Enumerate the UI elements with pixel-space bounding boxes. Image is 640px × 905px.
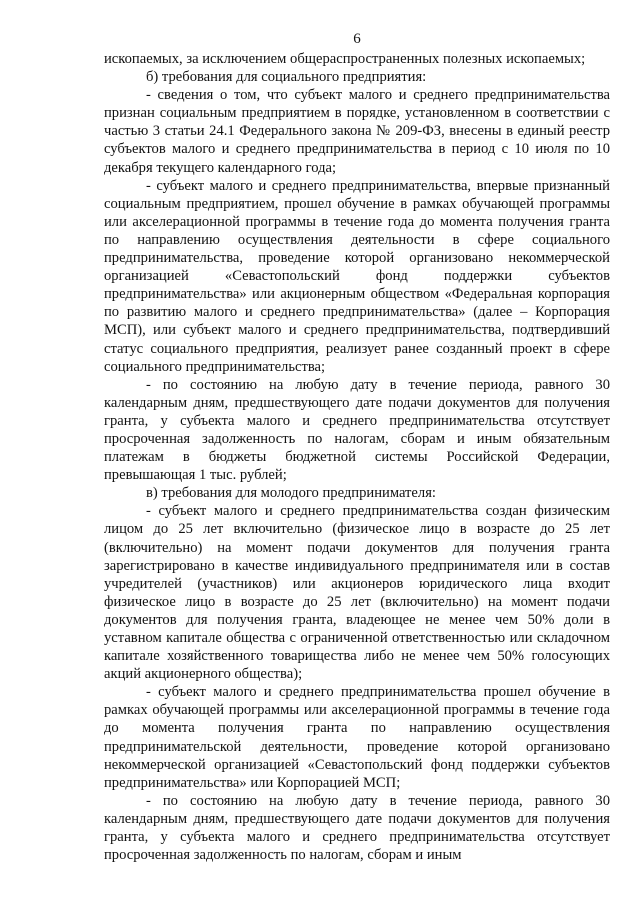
paragraph: - по состоянию на любую дату в течение периода, равного 30 календарным дням, предшествующего дате подачи документов для получения гранта, у субъекта малого и среднего предпринимательства отсутствует просроченная задолженность по налогам, сборам и иным [104,792,610,864]
document-body [104,50,610,864]
paragraph: - по состоянию на любую дату в течение периода, равного 30 календарным дням, предшествующего дате подачи документов для получения гранта, у субъекта малого и среднего предпринимательства отсутствует просроченная задолженность по налогам, сборам и иным обязательным платежам в бюджеты бюджетной системы Российской Федерации, превышающая 1 тыс. рублей; [104,376,610,484]
paragraph: ископаемых, за исключением общераспространенных полезных ископаемых; [104,51,586,67]
paragraph: - сведения о том, что субъект малого и среднего предпринимательства признан социальным предприятием в порядке, установленном в соответствии с частью 3 статьи 24.1 Федерального закона № 209-ФЗ, внесены в единый реестр субъектов малого и среднего предпринимательства в период с 10 июля по 10 декабря текущего календарного года; [104,87,610,176]
paragraph: - субъект малого и среднего предпринимательства, впервые признанный социальным предприятием, прошел обучение в рамках обучающей программы или акселерационной программы в течение года до момента получения гранта по направлению осуществления деятельности в сфере социального предпринимательства, проведение которой организовано некоммерческой организацией «Севастопольский фонд поддержки субъектов предпринимательства» или акционерным обществом «Федеральная корпорация по развитию малого и среднего предпринимательства» (далее – Корпорация МСП), или субъект малого и среднего предпринимательства, подтвердивший статус социального предприятия, реализует ранее созданный проект в сфере социального предпринимательства; [104,177,610,375]
page-number: 6 [353,31,361,47]
paragraph: - субъект малого и среднего предпринимательства прошел обучение в рамках обучающей программы или акселерационной программы в течение года до момента получения гранта по направлению осуществления предпринимательской деятельности, проведение которой организовано некоммерческой организацией «Севастопольский фонд поддержки субъектов предпринимательства» или Корпорацией МСП; [104,684,610,791]
paragraph: в) требования для молодого предпринимателя: [146,485,436,502]
paragraph: - субъект малого и среднего предпринимательства создан физическим лицом до 25 лет включительно (физическое лицо в возрасте до 25 лет (включительно) на момент подачи документов для получения гранта зарегистрировано в качестве индивидуального предпринимателя или в состав учредителей (участников) или акционеров юридического лица входит физическое лицо в возрасте до 25 лет (включительно) на момент подачи документов для получения гранта, владеющее не менее чем 50% доли в уставном капитале общества с ограниченной ответственностью или складочном капитале хозяйственного товарищества либо не менее чем 50% голосующих акций акционерного общества); [104,503,610,683]
paragraph: б) требования для социального предприятия: [146,69,427,86]
